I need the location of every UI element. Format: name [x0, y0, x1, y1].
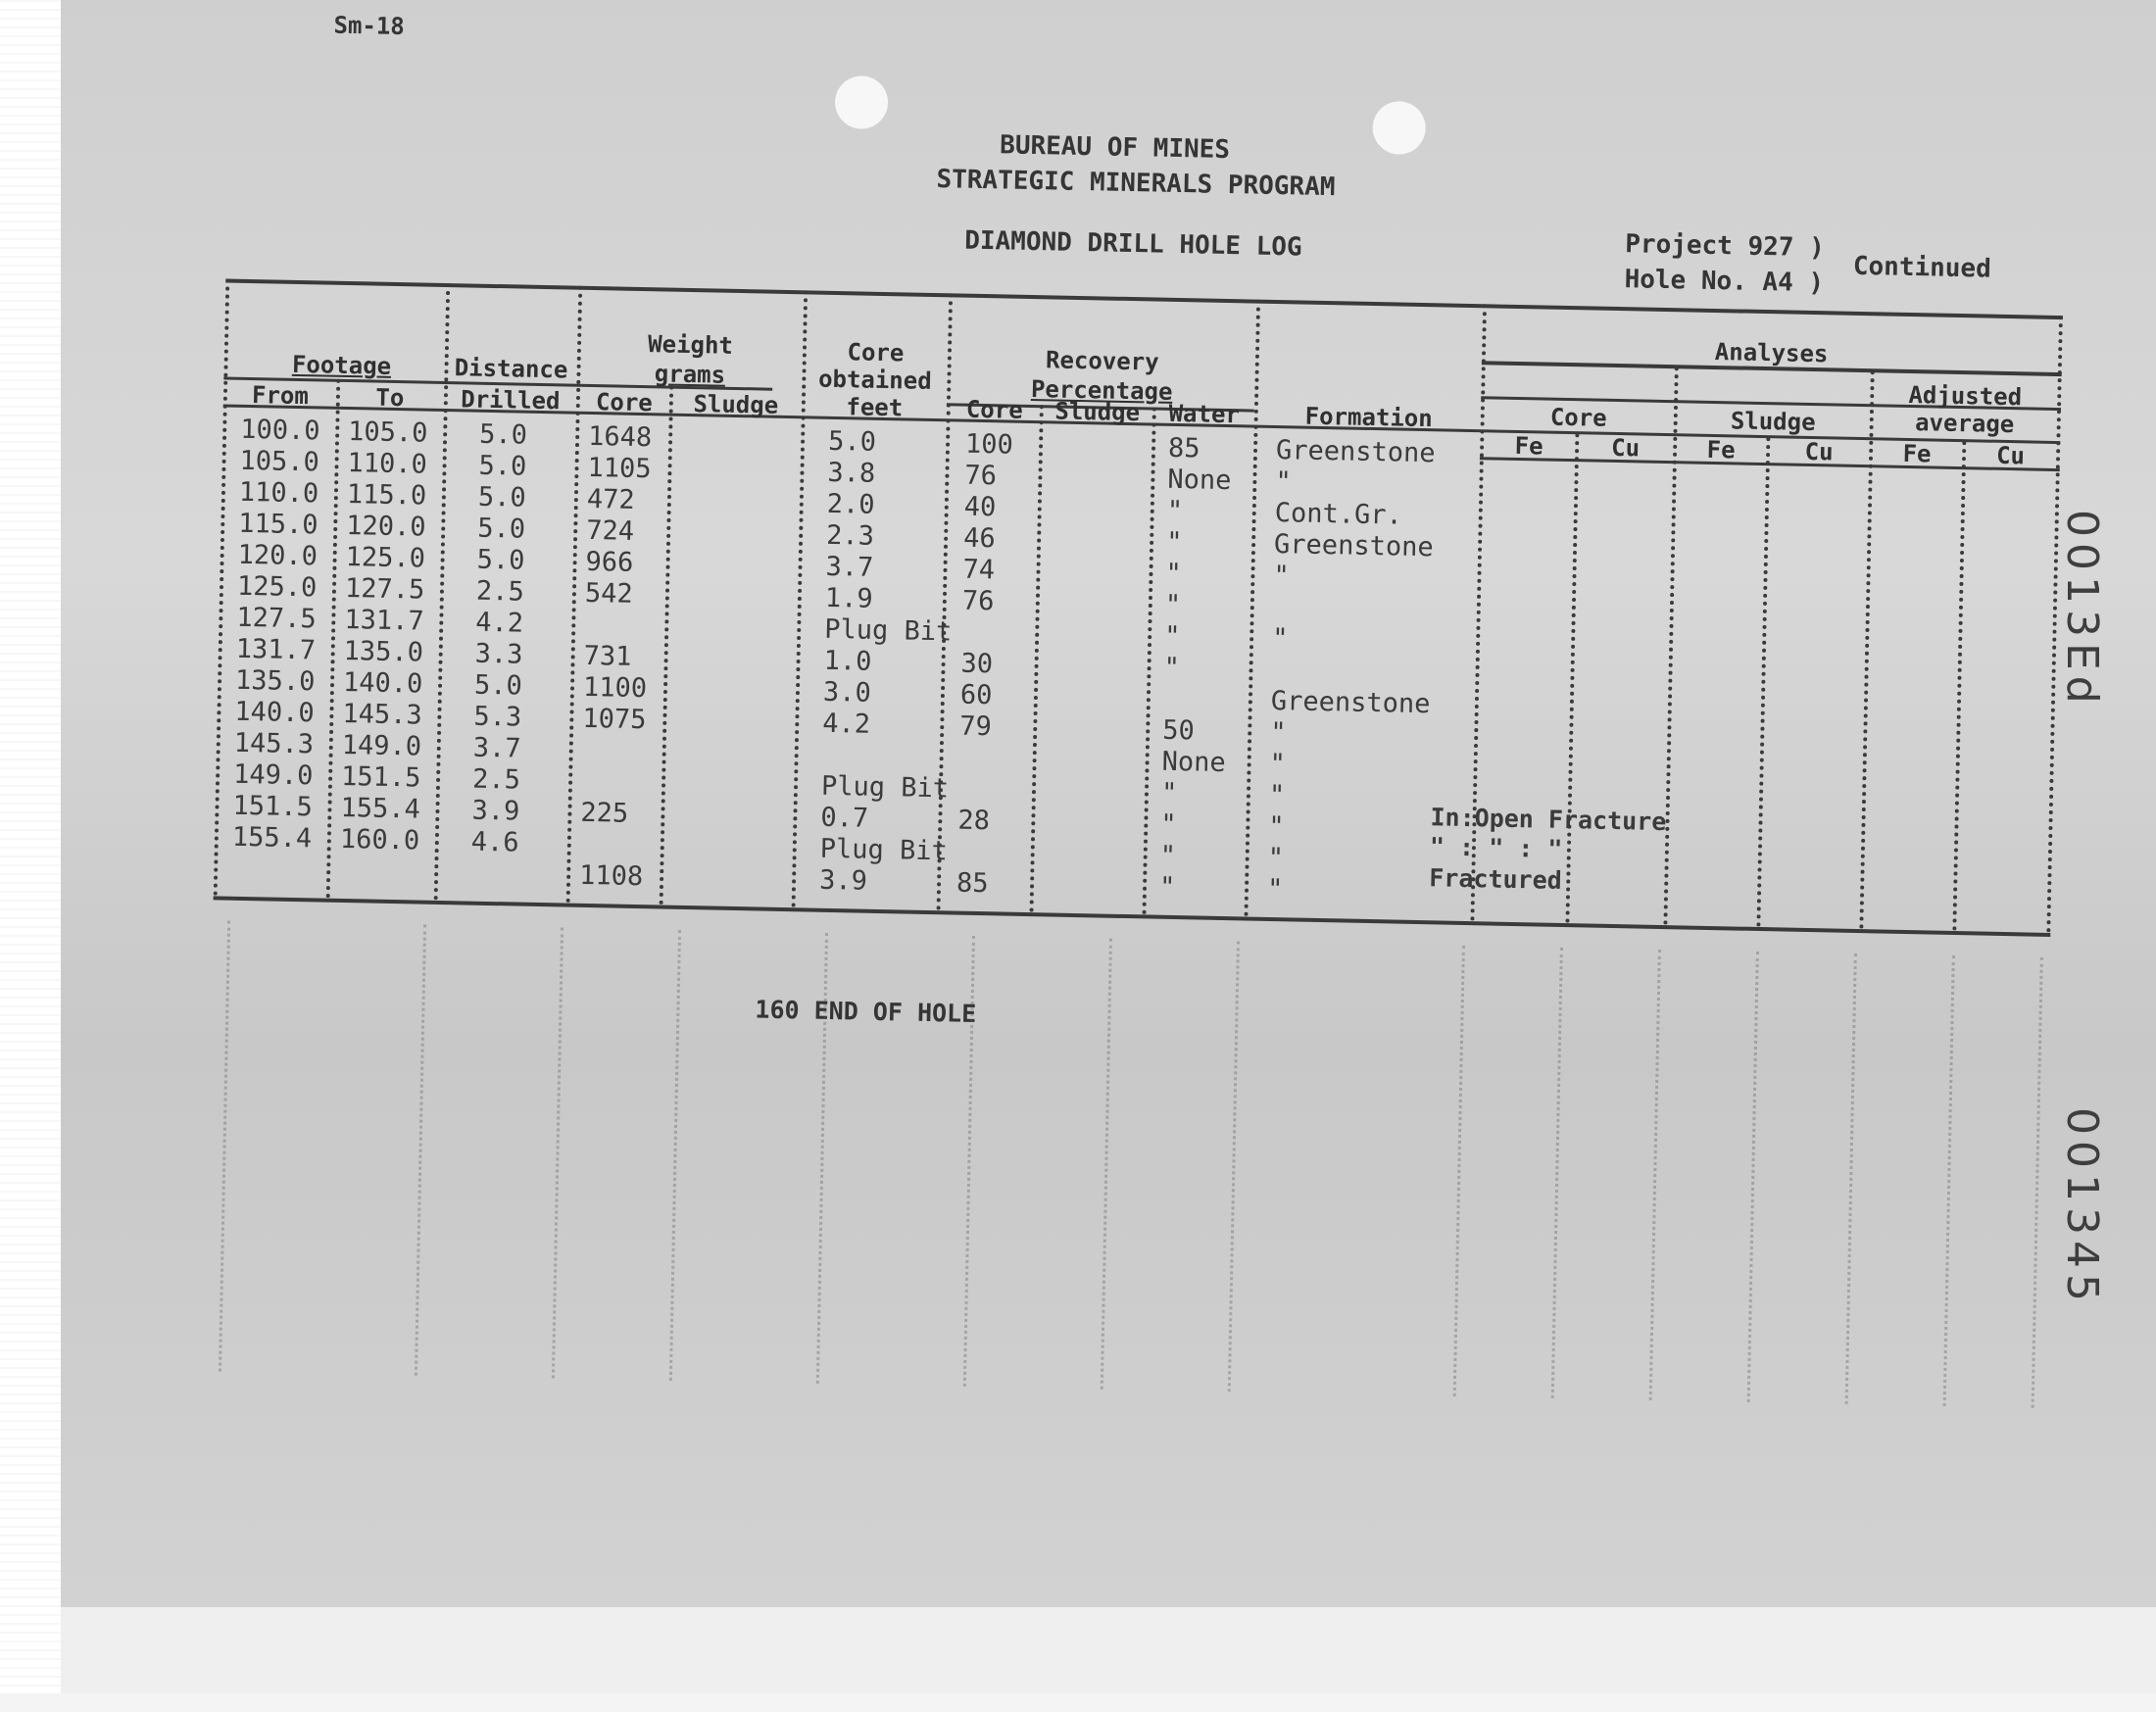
end-of-hole-note: 160 END OF HOLE: [755, 995, 977, 1028]
cell-obt: 5.0: [827, 425, 877, 458]
cell-dist: 5.0: [476, 544, 525, 576]
cell-formation: Greenstone: [1275, 435, 1436, 469]
blank-ruled-area: [0, 916, 2148, 1469]
core-cu-header: Cu: [1610, 433, 1641, 463]
cell-water: ": [1164, 589, 1182, 621]
cell-to: 145.3: [342, 698, 423, 731]
side-stamp-lower: 001345: [2057, 1107, 2107, 1307]
adjusted-cu-header: Cu: [1995, 441, 2026, 470]
cell-obt: 0.7: [820, 802, 869, 834]
to-header: To: [375, 383, 405, 413]
punch-hole: [1372, 101, 1426, 155]
cell-obt: 2.0: [826, 488, 875, 520]
column-divider: [1030, 405, 1044, 912]
adjusted-header: Adjusted: [1908, 380, 2023, 412]
cell-from: 125.0: [236, 570, 318, 604]
formation-header: Formation: [1304, 402, 1434, 433]
drill-log-table: [213, 278, 2062, 943]
cell-formation: ": [1275, 466, 1292, 498]
cell-rcore: 46: [962, 522, 996, 555]
cell-from: 149.0: [232, 758, 314, 792]
cell-water: ": [1165, 558, 1183, 590]
cell-from: 110.0: [238, 476, 319, 510]
cell-from: 120.0: [237, 539, 318, 572]
cell-to: 131.7: [344, 604, 424, 637]
cell-dist: 3.3: [474, 638, 523, 670]
continued-label: Continued: [1852, 251, 1992, 284]
cell-obt: Plug Bit: [819, 833, 949, 867]
cell-to: 105.0: [347, 416, 428, 449]
recovery-sludge-header: Sludge: [1054, 397, 1141, 427]
column-divider: [1565, 433, 1579, 923]
cell-obt: 2.3: [825, 519, 875, 552]
cell-formation: Cont.Gr.: [1274, 498, 1403, 531]
cell-wcore: 731: [583, 640, 632, 672]
cell-water: ": [1165, 526, 1183, 559]
cell-dist: 3.7: [472, 732, 521, 764]
cell-formation: ": [1269, 748, 1287, 780]
cell-wcore: 1108: [578, 859, 644, 893]
side-stamp-upper: 0013Ed: [2057, 510, 2107, 709]
cell-to: 127.5: [344, 572, 425, 606]
cell-from: 105.0: [239, 445, 320, 478]
column-divider: [1142, 407, 1155, 914]
cell-wcore: 225: [580, 797, 629, 829]
grams-header: grams: [654, 360, 726, 389]
sludge-cu-header: Cu: [1804, 437, 1834, 466]
cell-formation: Greenstone: [1273, 529, 1434, 563]
fractured-note: Fractured: [1429, 863, 1563, 895]
cell-dist: 5.0: [476, 513, 526, 545]
project-number: Project 927 ): [1625, 229, 1826, 264]
cell-water: 85: [1167, 432, 1200, 465]
recovery-core-header: Core: [965, 395, 1023, 424]
cell-formation: ": [1271, 622, 1289, 655]
cell-wcore: 472: [586, 483, 635, 515]
percentage-header: Percentage: [1030, 374, 1173, 406]
cell-to: 149.0: [341, 729, 422, 762]
cell-dist: 4.6: [470, 826, 519, 858]
cell-from: 151.5: [232, 790, 314, 823]
cell-water: ": [1159, 840, 1177, 872]
column-divider: [326, 379, 341, 899]
core-obtained-header-3: feet: [846, 393, 904, 422]
recovery-water-header: Water: [1168, 399, 1241, 429]
footage-header: Footage: [291, 350, 392, 380]
cell-obt: 3.7: [825, 551, 874, 583]
cell-to: 140.0: [342, 666, 423, 700]
weight-sludge-header: Sludge: [693, 390, 779, 419]
cell-obt: 4.2: [822, 708, 871, 740]
cell-water: 50: [1161, 714, 1196, 747]
hole-number: Hole No. A4 ): [1624, 265, 1825, 299]
cell-formation: ": [1268, 810, 1285, 843]
weight-header: Weight: [647, 330, 734, 360]
cell-rcore: 85: [956, 867, 989, 900]
analyses-core-header: Core: [1549, 403, 1607, 432]
program-name: STRATEGIC MINERALS PROGRAM: [936, 165, 1336, 203]
cell-formation: ": [1266, 873, 1284, 905]
document-id: Sm-18: [333, 11, 406, 41]
cell-wcore: 724: [585, 514, 635, 547]
punch-hole: [835, 75, 889, 129]
cell-rcore: 76: [961, 585, 995, 617]
cell-to: 151.5: [340, 760, 421, 794]
cell-obt: 1.0: [823, 645, 872, 677]
cell-to: 135.0: [343, 635, 424, 668]
cell-dist: 5.0: [473, 669, 523, 702]
cell-obt: 3.0: [822, 676, 872, 709]
cell-rcore: 30: [960, 648, 994, 680]
distance-header: Distance: [454, 354, 568, 384]
open-fracture-note: In:Open Fracture: [1430, 803, 1667, 837]
cell-formation: Greenstone: [1270, 685, 1431, 720]
analyses-header: Analyses: [1714, 337, 1829, 368]
from-header: From: [251, 381, 310, 411]
cell-rcore: 74: [962, 554, 996, 586]
cell-dist: 2.5: [471, 763, 521, 796]
cell-from: 145.3: [233, 727, 315, 760]
cell-water: None: [1161, 746, 1226, 779]
core-fe-header: Fe: [1514, 431, 1544, 461]
open-fracture-ditto: " : " : ": [1429, 832, 1563, 863]
cell-to: 160.0: [339, 823, 420, 856]
cell-from: 140.0: [234, 696, 316, 729]
core-obtained-header: Core: [847, 338, 905, 367]
cell-rcore: 100: [964, 428, 1014, 461]
cell-formation: ": [1273, 561, 1291, 592]
cell-from: 115.0: [238, 508, 318, 541]
cell-wcore: 1100: [582, 671, 648, 705]
cell-obt: Plug Bit: [823, 613, 953, 648]
column-divider: [1756, 437, 1770, 927]
cell-wcore: 1105: [587, 452, 652, 485]
cell-water: None: [1167, 464, 1232, 497]
cell-obt: 3.8: [827, 457, 876, 489]
cell-from: 135.0: [234, 664, 316, 698]
cell-to: 120.0: [345, 511, 426, 543]
cell-rcore: 79: [958, 710, 993, 743]
sludge-fe-header: Fe: [1706, 435, 1736, 465]
agency-name: BUREAU OF MINES: [999, 130, 1231, 166]
cell-water: ": [1160, 777, 1178, 809]
cell-from: 155.4: [231, 821, 313, 855]
cell-water: ": [1163, 620, 1181, 653]
weight-core-header: Core: [595, 388, 654, 417]
cell-from: 100.0: [239, 414, 320, 447]
log-title: DIAMOND DRILL HOLE LOG: [963, 225, 1302, 263]
cell-wcore: 966: [585, 546, 634, 578]
cell-from: 131.7: [235, 633, 317, 666]
cell-rcore: 40: [963, 491, 997, 523]
cell-water: ": [1158, 871, 1176, 904]
analyses-sludge-header: Sludge: [1730, 407, 1816, 437]
cell-wcore: 542: [584, 577, 634, 610]
cell-to: 155.4: [340, 792, 421, 825]
cell-rcore: 60: [959, 679, 993, 711]
cell-obt: Plug Bit: [820, 770, 950, 805]
average-header: average: [1914, 409, 2015, 439]
cell-formation: ": [1267, 842, 1285, 874]
cell-water: ": [1163, 652, 1181, 684]
cell-to: 115.0: [346, 479, 427, 512]
cell-to: 125.0: [345, 541, 426, 574]
cell-to: 110.0: [347, 448, 428, 480]
cell-obt: 3.9: [818, 864, 868, 897]
adjusted-fe-header: Fe: [1902, 439, 1932, 468]
cell-dist: 5.0: [478, 418, 528, 451]
cell-water: ": [1160, 808, 1177, 841]
cell-dist: 2.5: [475, 575, 525, 608]
column-divider: [660, 386, 674, 905]
cell-dist: 4.2: [475, 607, 524, 639]
cell-dist: 5.0: [478, 450, 527, 482]
cell-dist: 5.3: [473, 701, 522, 733]
column-divider: [214, 278, 230, 896]
cell-rcore: 28: [957, 805, 991, 837]
recovery-header: Recovery: [1045, 346, 1159, 376]
drilled-header: Drilled: [461, 385, 561, 416]
cell-formation: ": [1269, 716, 1287, 749]
cell-formation: ": [1268, 779, 1286, 811]
cell-obt: 1.9: [824, 582, 873, 614]
cell-water: ": [1166, 495, 1184, 527]
cell-rcore: 76: [964, 460, 998, 492]
cell-dist: 3.9: [471, 795, 520, 827]
cell-dist: 5.0: [477, 481, 526, 514]
column-divider: [1952, 441, 1966, 931]
cell-wcore: 1075: [582, 703, 647, 736]
cell-from: 127.5: [236, 602, 317, 635]
cell-wcore: 1648: [587, 420, 653, 454]
core-obtained-header-2: obtained: [817, 365, 932, 395]
